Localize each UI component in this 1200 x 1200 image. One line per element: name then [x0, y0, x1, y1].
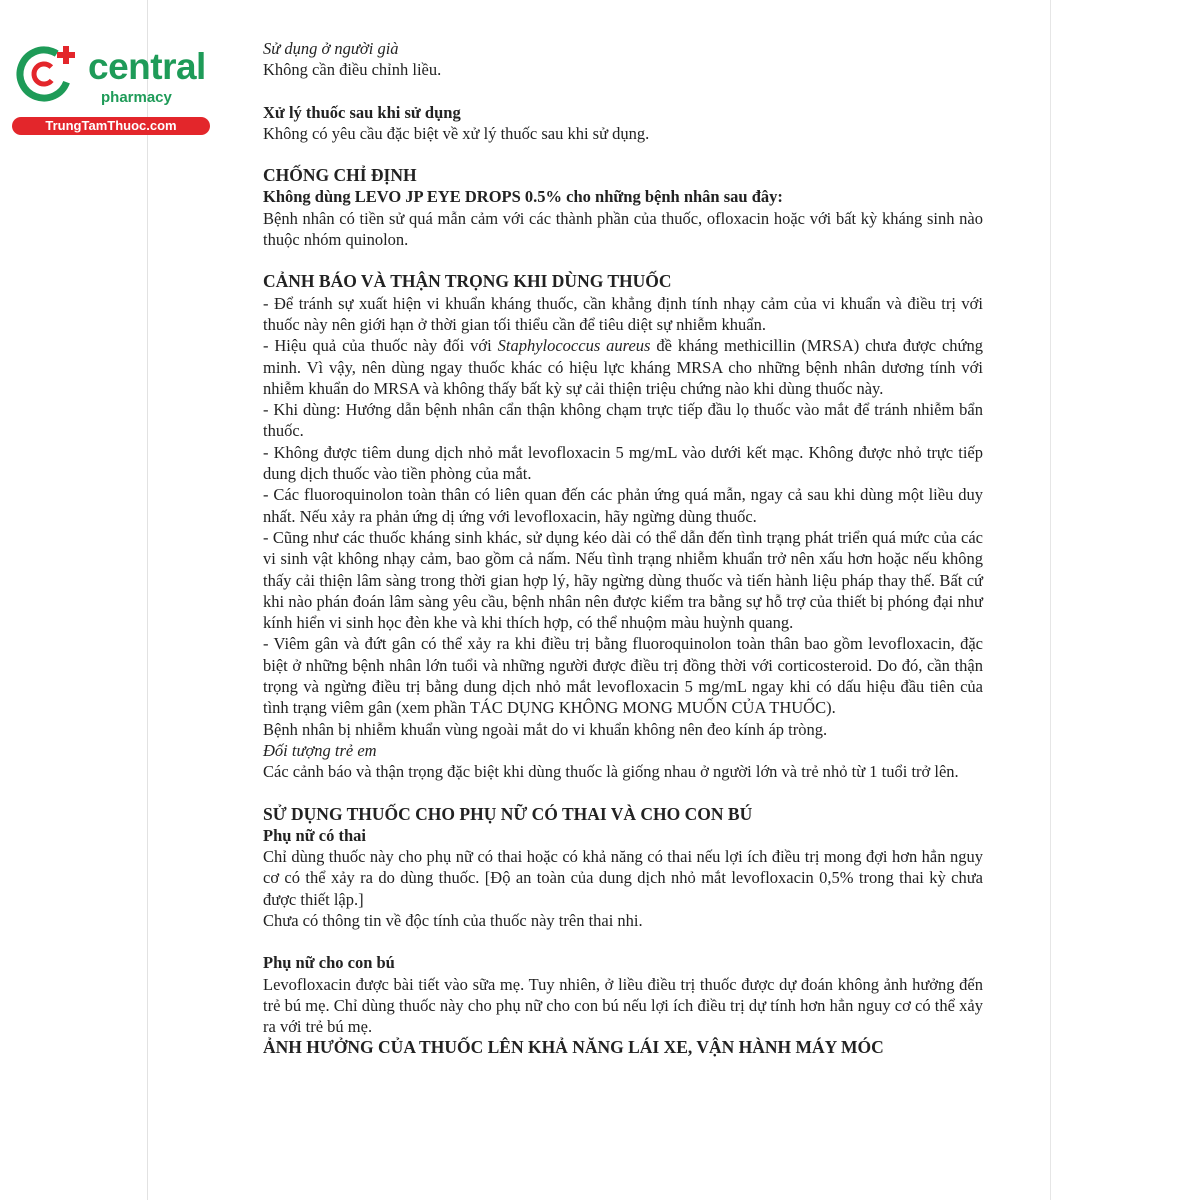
- lactation-subheading: Phụ nữ cho con bú: [263, 953, 395, 973]
- pregnancy-text-2: Chưa có thông tin về độc tính của thuốc này trên thai nhi.: [263, 910, 643, 930]
- disposal-heading: Xử lý thuốc sau khi sử dụng: [263, 102, 461, 122]
- warning-text: đề kháng methicillin (MRSA) chưa được chứng minh. Vì vậy, nên dùng ngay thuốc khác có hiệu lực kháng MRSA cho những bệnh nhân dương tính với nhiễm khuẩn do MRSA và không thấy bất kỳ sự cải thiện triệu chứng nào khi dùng thuốc này.: [263, 336, 983, 398]
- warning-item: - Khi dùng: Hướng dẫn bệnh nhân cẩn thận không chạm trực tiếp đầu lọ thuốc vào mắt để tránh nhiễm bẩn thuốc.: [263, 400, 983, 441]
- contraindication-heading: CHỐNG CHỈ ĐỊNH: [263, 165, 417, 186]
- lactation-text: Levofloxacin được bài tiết vào sữa mẹ. Tuy nhiên, ở liều điều trị thuốc được dự đoán không ảnh hưởng đến trẻ bú mẹ. Chỉ dùng thuốc này cho phụ nữ cho con bú nếu lợi ích điều trị dự tính hơn hẳn nguy cơ có thể xảy ra với trẻ bú mẹ.: [263, 974, 983, 1037]
- pregnancy-heading: SỬ DỤNG THUỐC CHO PHỤ NỮ CÓ THAI VÀ CHO CON BÚ: [263, 803, 753, 824]
- warning-item: - Không được tiêm dung dịch nhỏ mắt levofloxacin 5 mg/mL vào dưới kết mạc. Không được nhỏ trực tiếp dung dịch thuốc vào tiền phòng của mắt.: [263, 442, 983, 484]
- warning-item: - Cũng như các thuốc kháng sinh khác, sử dụng kéo dài có thể dẫn đến tình trạng phát triển quá mức của các vi sinh vật không nhạy cảm, bao gồm cả nấm. Nếu tình trạng nhiễm khuẩn trở nên xấu hơn hoặc nếu không thấy cải thiện lâm sàng trong thời gian hợp lý, hãy ngừng dùng thuốc và tiến hành liệu pháp thay thế. Bất cứ khi nào phán đoán lâm sàng yêu cầu, bệnh nhân nên được kiểm tra bằng sự hỗ trợ của thiết bị phóng đại như kính hiển vi sinh học đèn khe và khi thích hợp, có thể nhuộm màu huỳnh quang.: [263, 527, 983, 633]
- driving-heading: ẢNH HƯỞNG CỦA THUỐC LÊN KHẢ NĂNG LÁI XE, VẬN HÀNH MÁY MÓC: [263, 1037, 884, 1058]
- pregnancy-text: Chỉ dùng thuốc này cho phụ nữ có thai hoặc có khả năng có thai nếu lợi ích điều trị mong đợi hơn hẳn nguy cơ có thể xảy ra do dùng thuốc. [Độ an toàn của dung dịch nhỏ mắt levofloxacin 0,5% trong thai kỳ chưa được thiết lập.]: [263, 847, 983, 909]
- warning-item: - Các fluoroquinolon toàn thân có liên quan đến các phản ứng quá mẫn, ngay cả sau khi dùng một liều duy nhất. Nếu xảy ra phản ứng dị ứng với levofloxacin, hãy ngừng dùng thuốc.: [263, 485, 983, 526]
- logo-url[interactable]: TrungTamThuoc.com: [12, 117, 210, 135]
- approval-stamp: [1028, 66, 1050, 201]
- document-body: [263, 38, 983, 1059]
- page-edge-left: [147, 0, 148, 1200]
- logo-brand: central: [88, 46, 206, 87]
- warning-item: - Để tránh sự xuất hiện vi khuẩn kháng thuốc, cần khẳng định tính nhạy cảm của vi khuẩn và điều trị với thuốc này nên giới hạn ở thời gian tối thiểu cần để tiêu diệt sự nhiễm khuẩn.: [263, 293, 983, 334]
- warning-item: - Viêm gân và đứt gân có thể xảy ra khi điều trị bằng fluoroquinolon toàn thân bao gồm levofloxacin, đặc biệt ở những bệnh nhân lớn tuổi và những người được điều trị đồng thời với corticosteroid. Do đó, cần thận trọng và ngừng điều trị bằng dung dịch nhỏ mắt levofloxacin 5 mg/mL ngay khi có dấu hiệu đầu tiên của tình trạng viêm gân (xem phần TÁC DỤNG KHÔNG MONG MUỐN CỦA THUỐC).: [263, 634, 983, 718]
- contraindication-text: Bệnh nhân có tiền sử quá mẫn cảm với các thành phần của thuốc, ofloxacin hoặc với bất kỳ kháng sinh nào thuộc nhóm quinolon.: [263, 208, 983, 250]
- elderly-text: Không cần điều chỉnh liều.: [263, 60, 442, 80]
- species-name: Staphylococcus aureus: [497, 336, 651, 356]
- contraindication-subheading: Không dùng LEVO JP EYE DROPS 0.5% cho những bệnh nhân sau đây:: [263, 187, 783, 207]
- elderly-heading: Sử dụng ở người già: [263, 39, 399, 58]
- children-text: Các cảnh báo và thận trọng đặc biệt khi dùng thuốc là giống nhau ở người lớn và trẻ nhỏ từ 1 tuổi trở lên.: [263, 762, 959, 782]
- warning-item: Bệnh nhân bị nhiễm khuẩn vùng ngoài mắt do vi khuẩn không nên đeo kính áp tròng.: [263, 719, 828, 739]
- logo[interactable]: [12, 38, 212, 138]
- logo-sub: pharmacy: [101, 89, 172, 106]
- pregnancy-subheading: Phụ nữ có thai: [263, 825, 366, 845]
- logo-mark-icon: [12, 38, 88, 114]
- page-edge-right: [1050, 0, 1051, 1200]
- children-heading: Đối tượng trẻ em: [263, 740, 377, 760]
- disposal-text: Không có yêu cầu đặc biệt về xử lý thuốc sau khi sử dụng.: [263, 123, 650, 143]
- warning-text: - Hiệu quả của thuốc này đối với: [263, 336, 498, 356]
- warnings-heading: CẢNH BÁO VÀ THẬN TRỌNG KHI DÙNG THUỐC: [263, 271, 672, 292]
- warning-item-mrsa: [263, 335, 983, 399]
